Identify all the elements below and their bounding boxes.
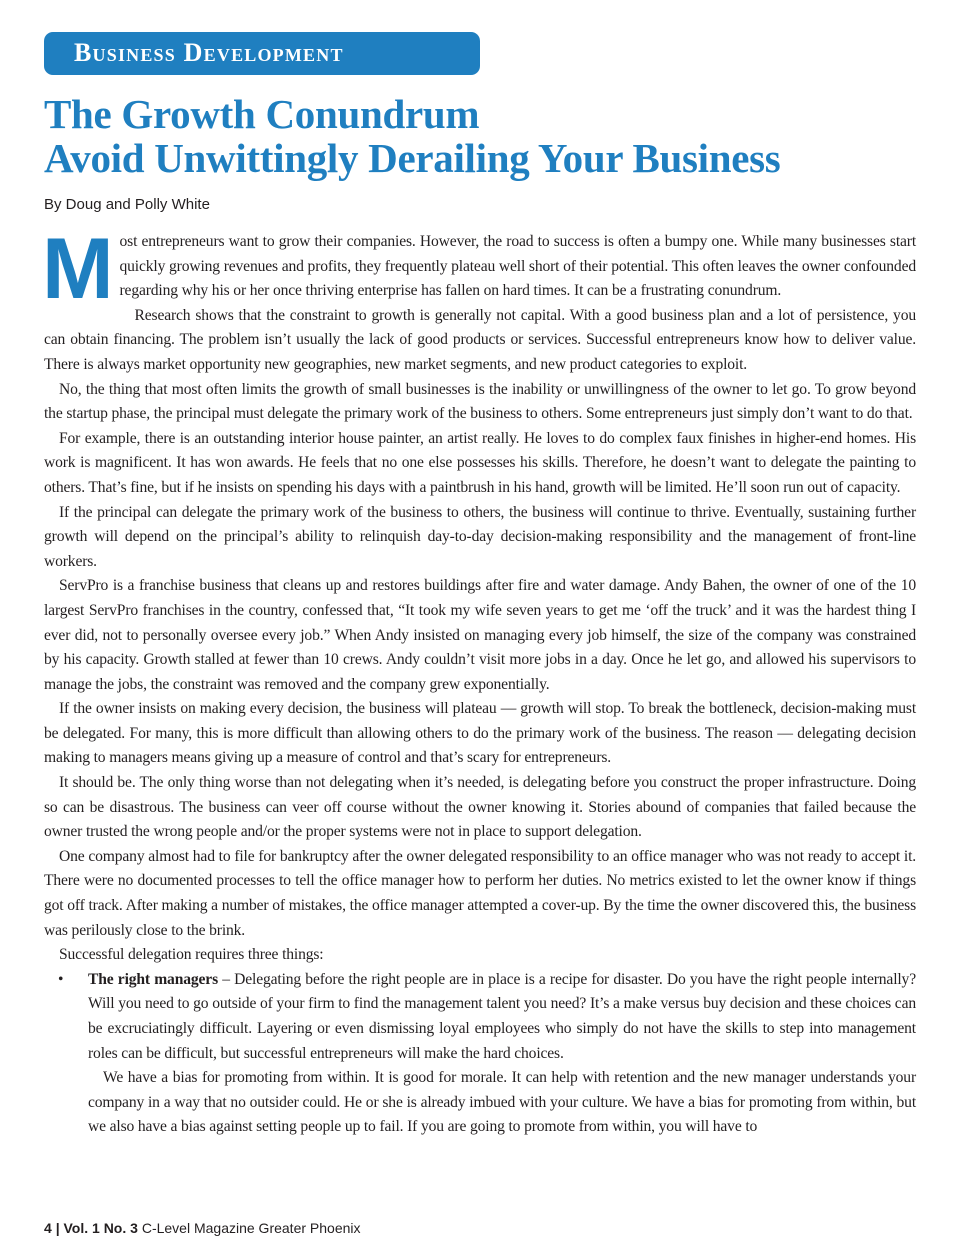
page-footer [44,1220,361,1236]
bullet-description: – Delegating before the right people are in place is a recipe for disaster. Do you have the right people internally? Will you need to go outside of your firm to find the management talent you need? It’s a make versus buy decision and these choices can be excruciatingly difficult. Layering or even dismissing loyal employees who simply do not have the skills to step into management roles can be difficult, but successful entrepreneurs will make the hard choices. [88,970,916,1062]
paragraph: It should be. The only thing worse than not delegating when it’s needed, is delegating before you construct the proper infrastructure. Doing so can be disastrous. The business can veer off course without the owner knowing it. Stories abound of companies that failed because the owner trusted the wrong people and/or the proper systems were not in place to support delegation. [44,774,916,841]
paragraph: No, the thing that most often limits the growth of small businesses is the inability or unwillingness of the owner to let go. To grow beyond the startup phase, the principal must delegate the primary work of the business to others. Some entrepreneurs just simply don’t want to do that. [44,380,916,423]
footer-separator: | [55,1220,60,1236]
publication-name: C-Level Magazine Greater Phoenix [141,1220,361,1236]
bullet-text [88,968,916,1066]
article-title [44,92,924,180]
paragraph [42,221,916,317]
title-line-2: Avoid Unwittingly Derailing Your Business [44,135,781,181]
paragraph: ServPro is a franchise business that cleans up and restores buildings after fire and water damage. Andy Bahen, the owner of one of the 10 largest ServPro franchises in the country, confessed that, “It took my wife seven years to get me ‘off the truck’ and it was the hardest thing I ever did, not to personally oversee every job.” When Andy insisted on managing every job himself, the size of the company was constrained by his capacity. Growth stalled at fewer than 10 crews. Andy couldn’t visit more jobs in a day. Once he let go, and allowed his supervisors to manage the jobs, the constraint was removed and the company grew exponentially. [44,577,916,693]
paragraph: If the principal can delegate the primary work of the business to others, the business will continue to thrive. Eventually, sustaining further growth will depend on the principal’s ability to relinquish day-to-day decision-making responsibility and the management of front-line workers. [44,503,916,570]
issue-number: Vol. 1 No. 3 [63,1220,138,1236]
article-body [42,221,916,1140]
bullet-term: The right managers [88,970,218,988]
section-label: Business Development [74,38,344,67]
bullet-list [44,968,916,1140]
paragraph: Successful delegation requires three things: [59,946,324,964]
title-line-1: The Growth Conundrum [44,91,480,137]
paragraph: If the owner insists on making every decision, the business will plateau — growth will stop. To break the bottleneck, decision-making must be delegated. For many, this is more difficult than allowing others to do the primary work of the business. The reason — delegating decision making to managers means giving up a measure of control and that’s scary for entrepreneurs. [44,700,916,767]
bullet-marker: • [58,970,64,988]
section-banner [44,32,480,75]
paragraph-text: ost entrepreneurs want to grow their companies. However, the road to success is often a bumpy one. While many businesses start quickly growing revenues and profits, they frequently plateau well short of their potential. This often leaves the owner confounded regarding why his or her once thriving enterprise has fallen on hard times. It can be a frustrating conundrum. [119,233,916,300]
drop-cap: M [42,221,114,317]
paragraph: One company almost had to file for bankruptcy after the owner delegated responsibility to an office manager who was not ready to accept it. There were no documented processes to tell the office manager how to perform her duties. No metrics existed to let the owner know if things got off track. After making a number of mistakes, the office manager attempted a cover-up. By the time the owner discovered this, the business was perilously close to the brink. [44,847,916,939]
paragraph: For example, there is an outstanding interior house painter, an artist really. He loves to do complex faux finishes in higher-end homes. His work is magnificent. It has won awards. He feels that no one else possesses his skills. Therefore, he doesn’t want to delegate the painting to others. That’s fine, but if he insists on spending his days with a paintbrush in his hand, growth will be limited. He’ll soon run out of capacity. [44,429,916,496]
page-number: 4 [44,1220,52,1236]
list-item [44,968,916,1140]
byline: By Doug and Polly White [44,196,210,213]
paragraph: Research shows that the constraint to growth is generally not capital. With a good business plan and a lot of persistence, you can obtain financing. The problem isn’t usually the lack of good products or services. Successful entrepreneurs know how to deliver value. There is always market opportunity new geographies, new market segments, and new product categories to exploit. [44,306,916,373]
bullet-continuation: We have a bias for promoting from within. It is good for morale. It can help with retention and the new manager understands your company in a way that no outsider could. He or she is already imbued with your culture. We have a bias for promoting from within, but we also have a bias against setting people up to fail. If you are going to promote from within, you will have to [88,1069,916,1136]
